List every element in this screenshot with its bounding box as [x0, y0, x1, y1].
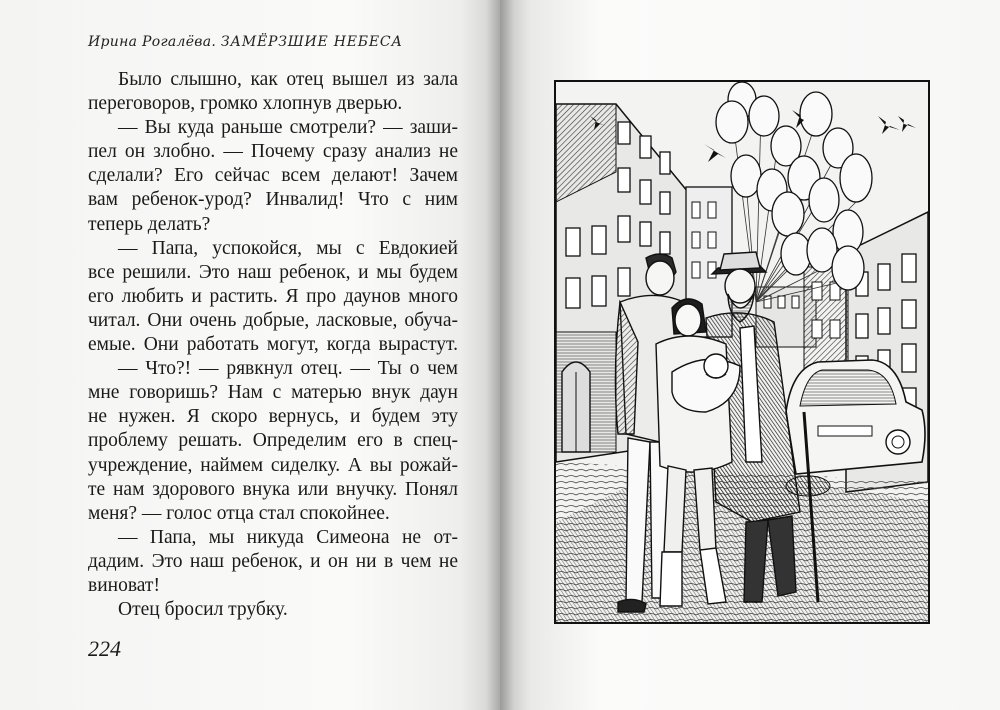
text-line: его любить и растить. Я про даунов много — [88, 285, 458, 307]
text-line: Было слышно, как отец вышел из зала — [118, 69, 458, 90]
text-line: — Папа, мы никуда Симеона не от- — [118, 526, 458, 548]
text-line: пел он злобно. — Почему сразу анализ не — [88, 141, 458, 163]
text-line: переговоров, громко хлопнув дверью. — [88, 93, 403, 115]
text-line: дадим. Это наш ребенок, и он ни в чем не — [88, 550, 458, 572]
text-line: — Папа, успокойся, мы с Евдокией — [118, 237, 458, 259]
text-line: сделали? Его сейчас всем делают! Зачем — [88, 165, 458, 187]
text-line: все решили. Это наш ребенок, и мы будем — [88, 261, 458, 283]
body-text — [88, 68, 458, 622]
text-line: теперь делать? — [88, 213, 211, 235]
book-title: ЗАМЁРЗШИЕ НЕБЕСА — [220, 34, 403, 50]
book-gutter — [486, 0, 514, 710]
page-number: 224 — [88, 636, 121, 661]
text-line: те нам здорового внука или внучку. Понял — [88, 478, 458, 500]
text-line: меня? — голос отца стал спокойнее. — [88, 502, 390, 524]
text-line: виноват! — [88, 574, 160, 596]
text-line: — Вы куда раньше смотрели? — заши- — [118, 117, 458, 139]
family-with-baby-and-balloons-illustration — [554, 80, 930, 624]
text-line: — Что?! — рявкнул отец. — Ты о чем — [118, 358, 458, 380]
text-line: вам ребенок-урод? Инвалид! Что с ним — [88, 189, 458, 211]
text-line: емые. Они работать могут, когда вырастут. — [88, 334, 458, 356]
text-line: проблему решать. Определим его в спец- — [88, 430, 458, 452]
text-line: Отец бросил трубку. — [118, 599, 288, 621]
text-line: учреждение, наймем сиделку. А вы рожай- — [88, 454, 458, 476]
text-line: мне говоришь? Нам с матерью внук даун — [88, 382, 458, 404]
text-line: не нужен. Я скоро вернусь, и будем эту — [88, 406, 458, 428]
author-name: Ирина Рогалёва. — [88, 34, 217, 50]
running-head — [88, 34, 403, 50]
text-line: читал. Они очень добрые, ласковые, обуча- — [88, 309, 458, 331]
